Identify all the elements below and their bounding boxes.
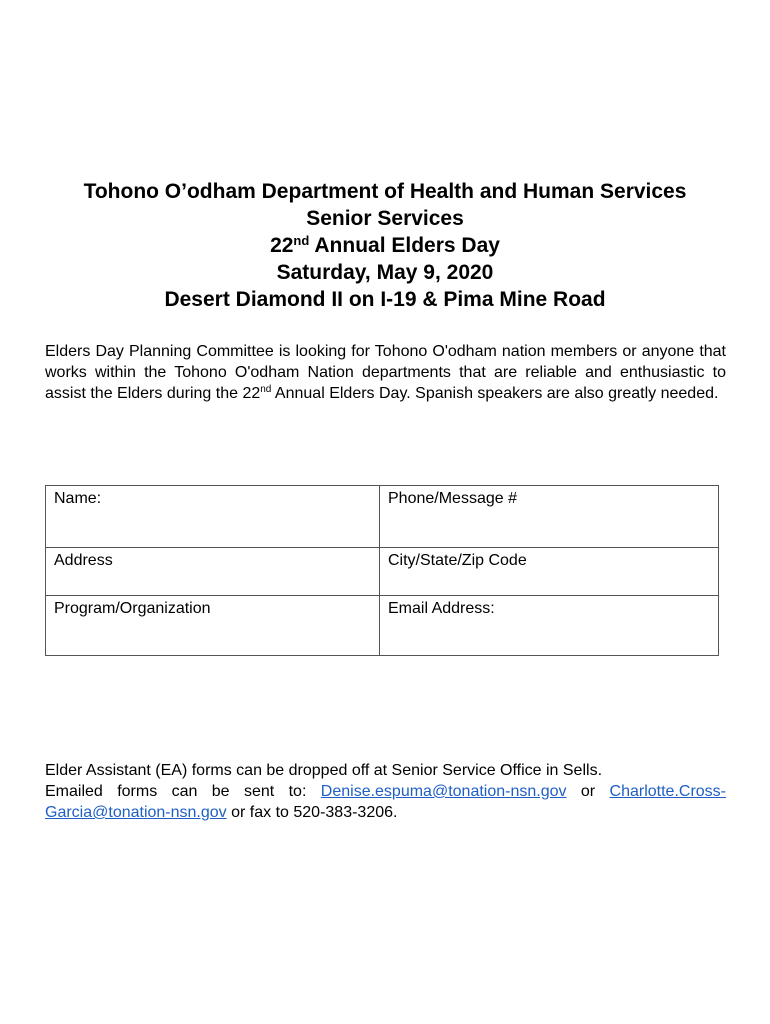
footer-instructions xyxy=(45,760,726,823)
name-label: Name: xyxy=(54,490,102,507)
email-link-denise-part2: espuma@tonation-nsn.gov xyxy=(375,783,567,800)
email-line xyxy=(45,781,726,823)
title-department: Tohono O’odham Department of Health and Human Services xyxy=(83,180,687,203)
document-title xyxy=(0,178,770,313)
emailed-prefix: Emailed forms can be sent to: xyxy=(45,783,321,800)
event-number: 22 xyxy=(270,234,294,257)
phone-field[interactable] xyxy=(380,486,719,548)
city-state-zip-field[interactable] xyxy=(380,548,719,596)
email-address-label: Email Address: xyxy=(388,600,495,617)
intro-text-1: Elders Day Planning Committee is looking for Tohono O'odham nation members or anyone that works within the Tohono O'odham Nation departments that are reliable and enthusiastic to assist the Elders during the 22 xyxy=(45,343,726,402)
or-text: or xyxy=(566,783,610,800)
city-state-zip-label: City/State/Zip Code xyxy=(388,552,527,569)
intro-paragraph xyxy=(45,341,726,404)
email-address-field[interactable] xyxy=(380,596,719,656)
email-link-denise-part1: Denise. xyxy=(320,783,376,800)
event-number-suffix: nd xyxy=(293,233,310,248)
program-organization-field[interactable] xyxy=(46,596,380,656)
dropoff-line: Elder Assistant (EA) forms can be dropped off at Senior Service Office in Sells. xyxy=(45,762,603,779)
address-label: Address xyxy=(54,552,113,569)
name-field[interactable] xyxy=(46,486,380,548)
address-field[interactable] xyxy=(46,548,380,596)
fax-text: or fax to 520-383-3206. xyxy=(226,804,398,821)
email-link-denise[interactable] xyxy=(321,783,567,800)
phone-label: Phone/Message # xyxy=(388,490,517,507)
title-date: Saturday, May 9, 2020 xyxy=(276,261,494,284)
title-program: Senior Services xyxy=(306,207,464,230)
volunteer-form-table xyxy=(45,485,719,656)
intro-text-2: Annual Elders Day. Spanish speakers are also greatly needed. xyxy=(271,385,719,402)
title-event xyxy=(0,232,770,259)
title-location: Desert Diamond II on I-19 & Pima Mine Road xyxy=(164,288,606,311)
program-organization-label: Program/Organization xyxy=(54,600,211,617)
intro-suffix: nd xyxy=(260,384,272,395)
event-name: Annual Elders Day xyxy=(309,234,500,257)
email-link-charlotte[interactable]: Charlotte.Cross-Garcia@tonation-nsn.gov xyxy=(45,783,726,821)
